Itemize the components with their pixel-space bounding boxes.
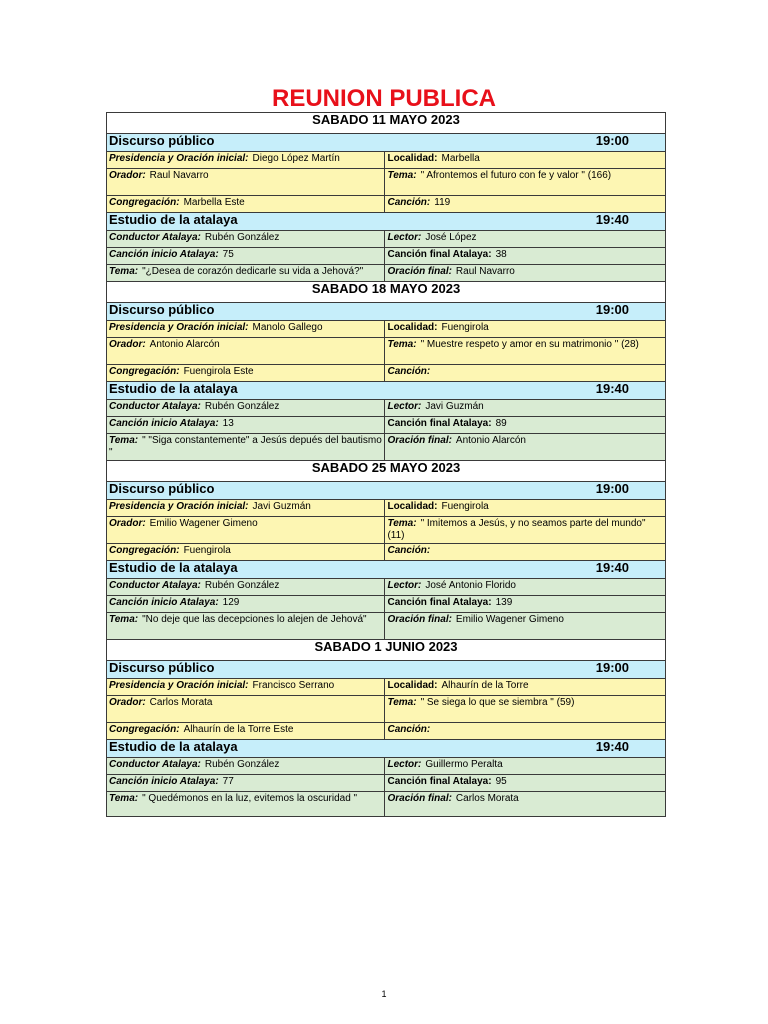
cancion-final-cell-label: Canción final Atalaya: [387,418,492,429]
conductor-cell-label: Conductor Atalaya: [109,580,201,591]
week-date-row [107,461,666,482]
table-row [107,696,666,723]
discurso-header-row [107,482,666,500]
lector-cell [385,231,666,248]
orador-cell-value: Carlos Morata [149,697,213,708]
tema-estudio-cell-value: "¿Desea de corazón dedicarle su vida a Jehová?" [142,266,364,277]
presidencia-cell [107,321,385,338]
oracion-final-cell-value: Emilio Wagener Gimeno [455,614,564,625]
presidencia-cell-value: Diego López Martín [252,153,340,164]
tema-estudio-cell [107,265,385,282]
congregacion-cell-value: Fuengirola Este [183,366,254,377]
cancion-inicio-cell-value: 13 [222,418,234,429]
congregacion-cell-value: Fuengirola [183,545,231,556]
lector-cell-label: Lector: [387,759,422,770]
lector-cell [385,579,666,596]
tema-discurso-cell [385,696,666,723]
week-date: SABADO 1 JUNIO 2023 [107,640,666,661]
table-row [107,679,666,696]
oracion-final-cell-value: Carlos Morata [455,793,519,804]
tema-estudio-cell-value: "No deje que las decepciones lo alejen de Jehová" [142,614,367,625]
congregacion-cell [107,365,385,382]
lector-cell-label: Lector: [387,401,422,412]
tema-discurso-cell [385,169,666,196]
localidad-cell-value: Alhaurín de la Torre [441,680,529,691]
tema-estudio-cell [107,613,385,640]
conductor-cell-label: Conductor Atalaya: [109,401,201,412]
presidencia-cell-value: Manolo Gallego [252,322,323,333]
table-row [107,775,666,792]
cancion-cell [385,196,666,213]
cancion-cell [385,723,666,740]
congregacion-cell-value: Alhaurín de la Torre Este [183,724,294,735]
table-row [107,152,666,169]
conductor-cell-value: Rubén González [204,759,280,770]
cancion-inicio-cell [107,775,385,792]
cancion-final-cell [385,775,666,792]
orador-cell-label: Orador: [109,518,146,529]
table-row [107,417,666,434]
discurso-heading: Discurso público [109,481,215,496]
tema-discurso-cell-label: Tema: [387,697,417,708]
presidencia-cell-value: Javi Guzmán [252,501,311,512]
week-date-row [107,113,666,134]
localidad-cell-label: Localidad: [387,322,438,333]
lector-cell [385,400,666,417]
table-row [107,579,666,596]
conductor-cell-label: Conductor Atalaya: [109,759,201,770]
cancion-final-cell-label: Canción final Atalaya: [387,249,492,260]
orador-cell-value: Emilio Wagener Gimeno [149,518,258,529]
orador-cell [107,517,385,544]
cancion-cell-label: Canción: [387,545,431,556]
presidencia-cell-label: Presidencia y Oración inicial: [109,501,249,512]
conductor-cell [107,400,385,417]
presidencia-cell [107,152,385,169]
congregacion-cell-label: Congregación: [109,197,180,208]
cancion-final-cell [385,596,666,613]
table-row [107,613,666,640]
estudio-header-row [107,740,666,758]
table-row [107,265,666,282]
table-row [107,517,666,544]
cancion-cell [385,365,666,382]
tema-estudio-cell [107,792,385,817]
presidencia-cell-label: Presidencia y Oración inicial: [109,322,249,333]
oracion-final-cell-label: Oración final: [387,435,452,446]
congregacion-cell-value: Marbella Este [183,197,245,208]
conductor-cell-value: Rubén González [204,401,280,412]
lector-cell-label: Lector: [387,580,422,591]
oracion-final-cell [385,613,666,640]
estudio-time: 19:40 [595,381,629,396]
cancion-final-cell-label: Canción final Atalaya: [387,597,492,608]
tema-discurso-cell-label: Tema: [387,339,417,350]
discurso-time: 19:00 [595,660,629,675]
conductor-cell-label: Conductor Atalaya: [109,232,201,243]
table-row [107,596,666,613]
week-date: SABADO 18 MAYO 2023 [107,282,666,303]
presidencia-cell-value: Francisco Serrano [252,680,335,691]
localidad-cell [385,500,666,517]
lector-cell-value: Guillermo Peralta [425,759,503,770]
oracion-final-cell-label: Oración final: [387,793,452,804]
cancion-cell [385,544,666,561]
table-row [107,400,666,417]
oracion-final-cell [385,792,666,817]
cancion-final-cell-value: 95 [495,776,507,787]
cancion-cell-label: Canción: [387,724,431,735]
localidad-cell [385,321,666,338]
estudio-header-row [107,561,666,579]
table-row [107,544,666,561]
tema-discurso-cell-label: Tema: [387,170,417,181]
localidad-cell-label: Localidad: [387,153,438,164]
localidad-cell-label: Localidad: [387,501,438,512]
cancion-inicio-cell-value: 77 [222,776,234,787]
week-date-row [107,640,666,661]
congregacion-cell-label: Congregación: [109,366,180,377]
discurso-time: 19:00 [595,302,629,317]
estudio-heading: Estudio de la atalaya [109,212,238,227]
conductor-cell-value: Rubén González [204,232,280,243]
estudio-heading: Estudio de la atalaya [109,381,238,396]
discurso-header-row [107,661,666,679]
estudio-time: 19:40 [595,739,629,754]
congregacion-cell-label: Congregación: [109,724,180,735]
oracion-final-cell-value: Antonio Alarcón [455,435,526,446]
cancion-final-cell-label: Canción final Atalaya: [387,776,492,787]
lector-cell-value: Javi Guzmán [425,401,484,412]
localidad-cell-label: Localidad: [387,680,438,691]
localidad-cell [385,152,666,169]
table-row [107,169,666,196]
cancion-final-cell-value: 89 [495,418,507,429]
presidencia-cell-label: Presidencia y Oración inicial: [109,153,249,164]
cancion-inicio-cell-label: Canción inicio Atalaya: [109,418,219,429]
orador-cell [107,338,385,365]
estudio-header-row [107,382,666,400]
presidencia-cell [107,500,385,517]
tema-discurso-cell-value: " Se siega lo que se siembra " (59) [420,697,575,708]
oracion-final-cell [385,265,666,282]
page-number: 1 [381,989,387,999]
discurso-time: 19:00 [595,133,629,148]
lector-cell [385,758,666,775]
table-row [107,792,666,817]
table-row [107,365,666,382]
congregacion-cell-label: Congregación: [109,545,180,556]
meeting-schedule-table [106,112,666,817]
localidad-cell-value: Fuengirola [441,322,489,333]
cancion-inicio-cell-label: Canción inicio Atalaya: [109,597,219,608]
orador-cell-value: Raul Navarro [149,170,209,181]
cancion-final-cell [385,417,666,434]
estudio-time: 19:40 [595,560,629,575]
tema-discurso-cell [385,517,666,544]
conductor-cell-value: Rubén González [204,580,280,591]
presidencia-cell [107,679,385,696]
tema-estudio-cell-value: " Quedémonos en la luz, evitemos la oscuridad " [142,793,358,804]
tema-estudio-cell-label: Tema: [109,435,139,446]
lector-cell-value: José Antonio Florido [425,580,516,591]
congregacion-cell [107,723,385,740]
oracion-final-cell [385,434,666,461]
discurso-heading: Discurso público [109,133,215,148]
cancion-inicio-cell-value: 129 [222,597,240,608]
week-date: SABADO 25 MAYO 2023 [107,461,666,482]
oracion-final-cell-value: Raul Navarro [455,266,515,277]
conductor-cell [107,579,385,596]
congregacion-cell [107,196,385,213]
tema-discurso-cell-value: " Muestre respeto y amor en su matrimonio " (28) [420,339,639,350]
cancion-inicio-cell [107,248,385,265]
table-row [107,723,666,740]
tema-estudio-cell-value: " "Siga constantemente" a Jesús depués del bautismo " [109,435,382,458]
cancion-cell-value: 119 [434,197,451,208]
table-row [107,758,666,775]
cancion-inicio-cell [107,596,385,613]
table-row [107,231,666,248]
presidencia-cell-label: Presidencia y Oración inicial: [109,680,249,691]
oracion-final-cell-label: Oración final: [387,614,452,625]
cancion-final-cell-value: 139 [495,597,513,608]
tema-estudio-cell [107,434,385,461]
conductor-cell [107,231,385,248]
orador-cell [107,696,385,723]
localidad-cell-value: Marbella [441,153,480,164]
table-row [107,321,666,338]
estudio-heading: Estudio de la atalaya [109,739,238,754]
orador-cell-label: Orador: [109,170,146,181]
tema-estudio-cell-label: Tema: [109,793,139,804]
week-date: SABADO 11 MAYO 2023 [107,113,666,134]
table-row [107,434,666,461]
estudio-header-row [107,213,666,231]
localidad-cell [385,679,666,696]
orador-cell [107,169,385,196]
conductor-cell [107,758,385,775]
discurso-time: 19:00 [595,481,629,496]
cancion-inicio-cell-value: 75 [222,249,234,260]
tema-estudio-cell-label: Tema: [109,266,139,277]
week-date-row [107,282,666,303]
cancion-inicio-cell-label: Canción inicio Atalaya: [109,776,219,787]
discurso-header-row [107,303,666,321]
tema-discurso-cell-label: Tema: [387,518,417,529]
table-row [107,338,666,365]
table-row [107,500,666,517]
congregacion-cell [107,544,385,561]
estudio-time: 19:40 [595,212,629,227]
page-title: REUNION PUBLICA [271,85,496,112]
cancion-cell-label: Canción: [387,197,431,208]
cancion-final-cell-value: 38 [495,249,507,260]
orador-cell-label: Orador: [109,697,146,708]
discurso-heading: Discurso público [109,302,215,317]
cancion-inicio-cell [107,417,385,434]
lector-cell-label: Lector: [387,232,422,243]
orador-cell-value: Antonio Alarcón [149,339,220,350]
tema-discurso-cell-value: " Afrontemos el futuro con fe y valor " (166) [420,170,612,181]
lector-cell-value: José López [425,232,477,243]
localidad-cell-value: Fuengirola [441,501,489,512]
tema-discurso-cell [385,338,666,365]
table-row [107,248,666,265]
estudio-heading: Estudio de la atalaya [109,560,238,575]
tema-discurso-cell-value: " Imitemos a Jesús, y no seamos parte del mundo" (11) [387,518,646,541]
cancion-inicio-cell-label: Canción inicio Atalaya: [109,249,219,260]
tema-estudio-cell-label: Tema: [109,614,139,625]
cancion-final-cell [385,248,666,265]
table-row [107,196,666,213]
discurso-heading: Discurso público [109,660,215,675]
oracion-final-cell-label: Oración final: [387,266,452,277]
orador-cell-label: Orador: [109,339,146,350]
cancion-cell-label: Canción: [387,366,431,377]
discurso-header-row [107,134,666,152]
